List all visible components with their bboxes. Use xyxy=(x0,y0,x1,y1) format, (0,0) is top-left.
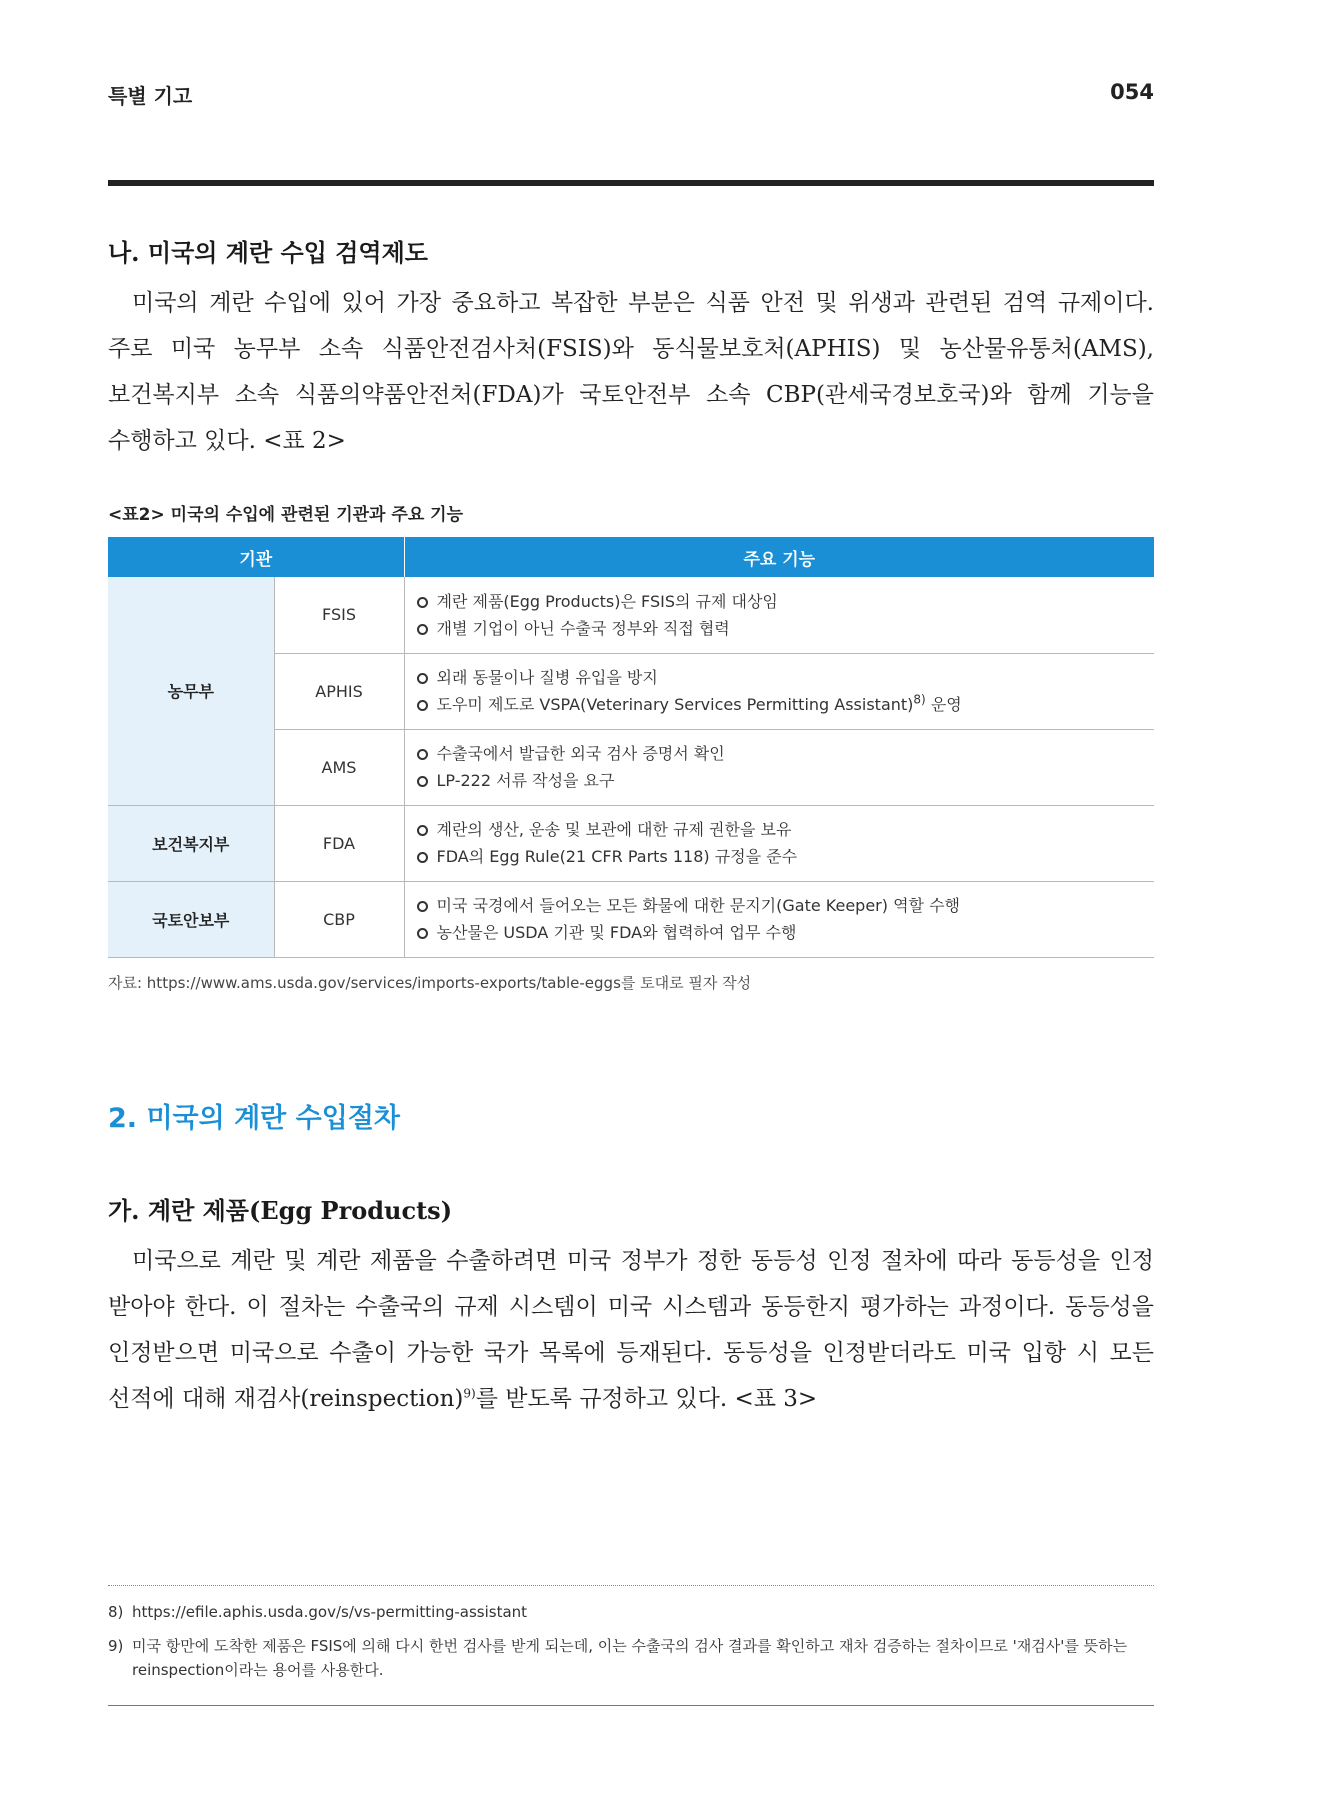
function-cell xyxy=(404,881,1154,957)
function-item: 수출국에서 발급한 외국 검사 증명서 확인 xyxy=(417,740,1155,767)
subsection-heading-ga: 가. 계란 제품(Egg Products) xyxy=(108,1196,453,1225)
table-row xyxy=(108,577,1154,653)
agencies-table xyxy=(108,537,1154,958)
circle-bullet-icon xyxy=(417,901,428,912)
function-item: LP-222 서류 작성을 요구 xyxy=(417,767,1155,794)
bottom-rule xyxy=(108,1705,1154,1706)
header-rule xyxy=(108,180,1154,186)
paragraph-line: 수행하고 있다. <표 2> xyxy=(108,428,346,454)
sub-agency: FDA xyxy=(274,805,404,881)
circle-bullet-icon xyxy=(417,776,428,787)
function-item: 계란 제품(Egg Products)은 FSIS의 규제 대상임 xyxy=(417,588,1155,615)
function-cell xyxy=(404,729,1154,805)
circle-bullet-icon xyxy=(417,749,428,760)
circle-bullet-icon xyxy=(417,928,428,939)
subsection-heading-na: 나. 미국의 계란 수입 검역제도 xyxy=(108,238,428,267)
footnote-ref: 9) xyxy=(463,1386,476,1401)
paragraph-line: 보건복지부 소속 식품의약품안전처(FDA)가 국토안전부 소속 CBP(관세국경보호국)와 함께 기능을 xyxy=(108,382,1154,408)
function-cell xyxy=(404,805,1154,881)
paragraph-quarantine xyxy=(108,280,1154,464)
paragraph-line: 주로 미국 농무부 소속 식품안전검사처(FSIS)와 동식물보호처(APHIS) 및 농산물유통처(AMS), xyxy=(108,336,1154,362)
function-item: 개별 기업이 아닌 수출국 정부와 직접 협력 xyxy=(417,615,1155,642)
function-item: 계란의 생산, 운송 및 보관에 대한 규제 권한을 보유 xyxy=(417,816,1155,843)
circle-bullet-icon xyxy=(417,852,428,863)
paragraph-egg-products xyxy=(108,1238,1154,1422)
paragraph-line: 받아야 한다. 이 절차는 수출국의 규제 시스템이 미국 시스템과 동등한지 평가하는 과정이다. 동등성을 xyxy=(108,1294,1154,1320)
paragraph-line: 미국의 계란 수입에 있어 가장 중요하고 복잡한 부분은 식품 안전 및 위생과 관련된 검역 규제이다. xyxy=(132,290,1154,316)
circle-bullet-icon xyxy=(417,673,428,684)
table-caption: <표2> 미국의 수입에 관련된 기관과 주요 기능 xyxy=(108,505,464,525)
function-item: 농산물은 USDA 기관 및 FDA와 협력하여 업무 수행 xyxy=(417,919,1155,946)
sub-agency: AMS xyxy=(274,729,404,805)
footnote-separator xyxy=(108,1585,1154,1586)
running-header-section: 특별 기고 xyxy=(108,84,193,108)
function-item: FDA의 Egg Rule(21 CFR Parts 118) 규정을 준수 xyxy=(417,843,1155,870)
footnote-8: 8) https://efile.aphis.usda.gov/s/vs-permitting-assistant xyxy=(108,1603,528,1621)
circle-bullet-icon xyxy=(417,825,428,836)
paragraph-line: 인정받으면 미국으로 수출이 가능한 국가 목록에 등재된다. 동등성을 인정받더라도 미국 입항 시 모든 xyxy=(108,1340,1154,1366)
agency-hhs: 보건복지부 xyxy=(108,805,274,881)
sub-agency: CBP xyxy=(274,881,404,957)
function-cell xyxy=(404,653,1154,729)
circle-bullet-icon xyxy=(417,624,428,635)
paragraph-line: 선적에 대해 재검사(reinspection)$^{9)}$를 받도록 규정하고 있다. <표 3> xyxy=(108,1386,818,1412)
sub-agency: FSIS xyxy=(274,577,404,653)
table-row xyxy=(108,805,1154,881)
footnote-9: 9) 미국 항만에 도착한 제품은 FSIS에 의해 다시 한번 검사를 받게 되는데, 이는 수출국의 검사 결과를 확인하고 재차 검증하는 절차이므로 '재검사'를 뜻하는 reinspection이라는 용어를 사용한다. xyxy=(108,1637,1128,1679)
page-number: 054 xyxy=(1110,80,1154,104)
paragraph-line: 미국으로 계란 및 계란 제품을 수출하려면 미국 정부가 정한 동등성 인정 절차에 따라 동등성을 인정 xyxy=(132,1248,1154,1274)
function-item: 미국 국경에서 들어오는 모든 화물에 대한 문지기(Gate Keeper) 역할 수행 xyxy=(417,892,1155,919)
sub-agency: APHIS xyxy=(274,653,404,729)
function-item: 외래 동물이나 질병 유입을 방지 xyxy=(417,664,1155,691)
section-heading-2: 2. 미국의 계란 수입절차 xyxy=(108,1103,400,1134)
function-item: 도우미 제도로 VSPA(Veterinary Services Permitting Assistant)$^{8)}$ 운영 xyxy=(417,691,1155,718)
table-header-row xyxy=(108,537,1154,577)
circle-bullet-icon xyxy=(417,597,428,608)
header-agency: 기관 xyxy=(108,537,404,577)
circle-bullet-icon xyxy=(417,700,428,711)
function-cell xyxy=(404,577,1154,653)
footnote-ref: 8) xyxy=(913,692,926,707)
agency-usda: 농무부 xyxy=(108,577,274,805)
table-source: 자료: https://www.ams.usda.gov/services/imports-exports/table-eggs를 토대로 필자 작성 xyxy=(108,974,752,992)
header-function: 주요 기능 xyxy=(404,537,1154,577)
agency-dhs: 국토안보부 xyxy=(108,881,274,957)
table-row xyxy=(108,881,1154,957)
